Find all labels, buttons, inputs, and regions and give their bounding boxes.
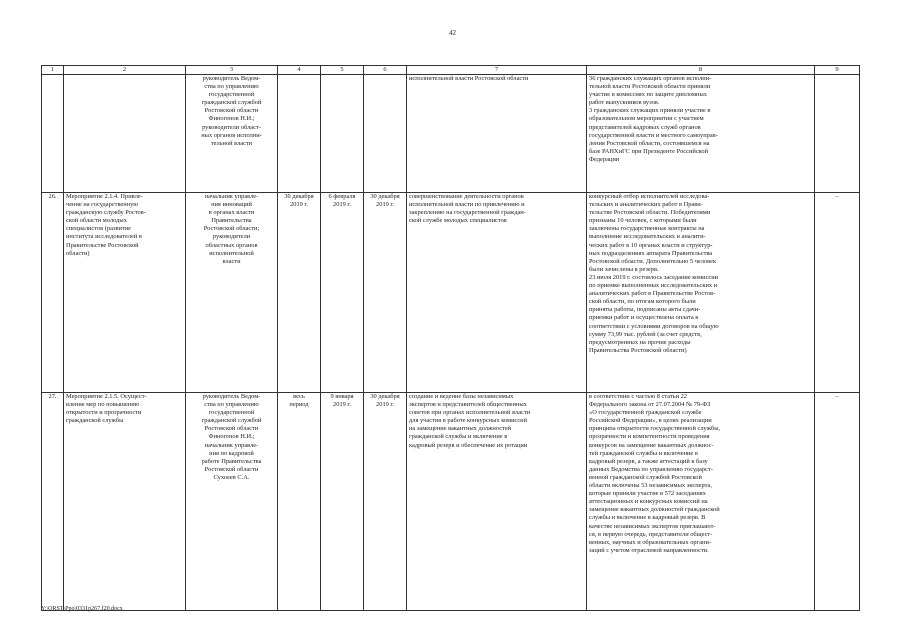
- expected-result-cell: создание и ведение базы независимых экспертов и представителей общественных советов при органах исполнительной власти для участия в работе конкурсных комиссий на замещение вакантных должностей гражданской службы и включение в кадровый резерв и обеспечение их ротации: [407, 393, 587, 611]
- responsible-cell: начальник управле- ния инноваций в органах власти Правительства Ростовской области; руководители областных органов исполнительной власти: [186, 193, 278, 393]
- file-path-footer: Y:\ORST\Ppo\0331p267.f20.docx: [41, 606, 123, 612]
- measure-cell: Мероприятие 2.1.5. Осущест- вление мер по повышению открытости и прозрачности гражданской службы: [64, 393, 186, 611]
- measure-cell: Мероприятие 2.1.4. Привле- чение на государственную гражданскую службу Ростов- ской области молодых специалистов (развитие института исследователей в Правительстве Ростовской области): [64, 193, 186, 393]
- start-date-cell: 6 февраля 2019 г.: [321, 193, 364, 393]
- measure-cell: [64, 75, 186, 193]
- table-row: [42, 75, 860, 193]
- end-date-cell: [364, 75, 407, 193]
- actual-result-cell: в соответствии с частью 8 статьи 22 Федерального закона от 27.07.2004 № 79-ФЗ «О государственной гражданской службе Российской Федерации», в целях реализации принципа открытости государственной службы, прозрачности и компетентности проведения конкурсов на замещение вакантных должнос- тей гражданской службы и включение в кадровый резерв, а также аттестаций в базу данных Ведомства по управлению государст- венной гражданской службой Ростовской области включены 53 независимых эксперта, которые приняли участие в 572 заседаниях аттестационных и конкурсных комиссий на замещение вакантных должностей гражданской службы и включение в кадровый резерв. В качестве независимых экспертов приглашают- ся, в первую очередь, представители общест- венных, научных и образовательных органи- заций с учетом отраслевой направленности.: [587, 393, 815, 611]
- responsible-cell: руководитель Ведом- ства по управлению государственной гражданской службой Ростовской области Финогенов Н.И.; руководители област- ных органов исполни- тельной власти: [186, 75, 278, 193]
- actual-result-cell: 36 гражданских служащих органов исполни- тельной власти Ростовской области приняли участие в комиссиях по защите дипломных работ выпускников вузов. 3 гражданских служащих приняли участие в образовательном мероприятии с участием представителей кадровых служб органов государственной власти и местного самоуправ- ления Ростовской области, состоявшемся на базе РАНХиГС при Президенте Российской Федерации: [587, 75, 815, 193]
- end-date-cell: 30 декабря 2019 г.: [364, 193, 407, 393]
- responsible-cell: руководитель Ведом- ства по управлению государственной гражданской службой Ростовской области Финогенов Н.И.; начальник управле- ния по кадровой работе Правительства Ростовской области Сухоеев С.А.: [186, 393, 278, 611]
- table-row: [42, 193, 860, 393]
- start-date-cell: [321, 75, 364, 193]
- column-number: 7: [407, 66, 587, 75]
- start-date-cell: 9 января 2019 г.: [321, 393, 364, 611]
- planned-date-cell: весь период: [278, 393, 321, 611]
- table-row: [42, 393, 860, 611]
- column-number: 3: [186, 66, 278, 75]
- column-number-row: [42, 66, 860, 75]
- page-number: 42: [449, 29, 456, 37]
- planned-date-cell: 30 декабря 2019 г.: [278, 193, 321, 393]
- column-number: 4: [278, 66, 321, 75]
- column-number: 8: [587, 66, 815, 75]
- row-number: [42, 75, 64, 193]
- note-cell: [815, 75, 860, 193]
- column-number: 9: [815, 66, 860, 75]
- row-number: 27.: [42, 393, 64, 611]
- end-date-cell: 30 декабря 2019 г.: [364, 393, 407, 611]
- column-number: 1: [42, 66, 64, 75]
- expected-result-cell: исполнительной власти Ростовской области: [407, 75, 587, 193]
- row-number: 26.: [42, 193, 64, 393]
- expected-result-cell: совершенствование деятельности органов исполнительной власти по привлечению и закреплению на государственной граждан- ской службе молодых специалистов: [407, 193, 587, 393]
- note-cell: –: [815, 393, 860, 611]
- actual-result-cell: конкурсный отбор исполнителей исследова- тельских и аналитических работ в Прави- тельстве Ростовской области. Победителями признаны 10 человек, с которыми были заключены государственные контракты на выполнение исследовательских и аналити- ческих работ в 10 органах власти и структур- ных подразделениях аппарата Правительства Ростовской области. Дополнительно 5 человек были зачислены в резерв. 23 июля 2019 г. состоялось заседание комиссии по приемке выполненных исследовательских и аналитических работ в Правительстве Ростов- ской области, по итогам которого были приняты работы, подписаны акты сдачи- приемки работ и осуществлена оплата в соответствии с условиями договоров на общую сумму 73,99 тыс. рублей (за счет средств, предусмотренных на прочие расходы Правительства Ростовской области): [587, 193, 815, 393]
- column-number: 5: [321, 66, 364, 75]
- column-number: 2: [64, 66, 186, 75]
- report-table: [41, 65, 860, 611]
- column-number: 6: [364, 66, 407, 75]
- planned-date-cell: [278, 75, 321, 193]
- note-cell: –: [815, 193, 860, 393]
